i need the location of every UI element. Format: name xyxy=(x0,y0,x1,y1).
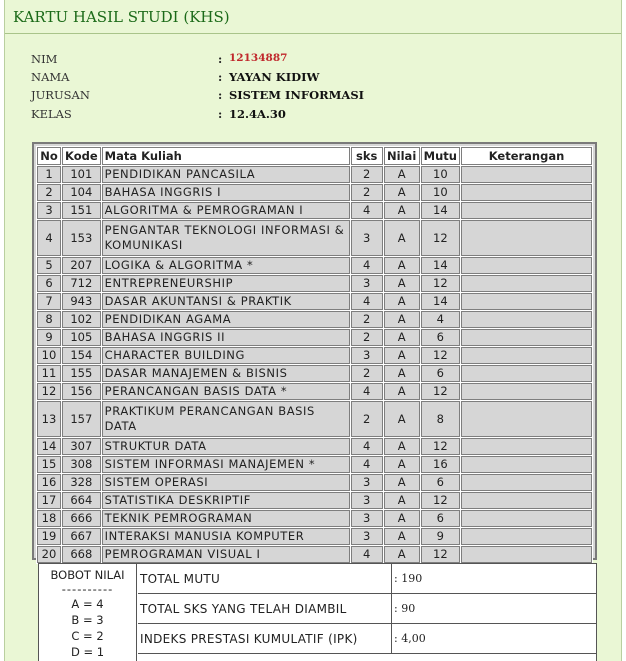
cell-mutu: 12 xyxy=(421,347,460,364)
table-row xyxy=(37,492,592,509)
cell-nilai: A xyxy=(384,257,420,274)
cell-mata-kuliah: PRAKTIKUM PERANCANGAN BASIS DATA xyxy=(102,401,350,437)
nim-value: 12134887 xyxy=(229,52,288,64)
table-row xyxy=(37,311,592,328)
cell-sks: 2 xyxy=(351,365,383,382)
cell-nilai: A xyxy=(384,365,420,382)
cell-nilai: A xyxy=(384,166,420,183)
cell-keterangan xyxy=(461,528,592,545)
cell-keterangan xyxy=(461,365,592,382)
bobot-c: C = 2 xyxy=(71,629,104,643)
cell-keterangan xyxy=(461,311,592,328)
cell-nilai: A xyxy=(384,474,420,491)
total-mutu-value: : 190 xyxy=(394,572,423,585)
cell-kode: 307 xyxy=(62,438,101,455)
cell-mata-kuliah: TEKNIK PEMROGRAMAN xyxy=(102,510,350,527)
cell-keterangan xyxy=(461,401,592,437)
cell-mutu: 12 xyxy=(421,546,460,563)
cell-mutu: 14 xyxy=(421,202,460,219)
cell-mata-kuliah: BAHASA INGGRIS I xyxy=(102,184,350,201)
cell-nilai: A xyxy=(384,202,420,219)
nim-label: NIM xyxy=(31,52,58,66)
cell-kode: 943 xyxy=(62,293,101,310)
header-kode: Kode xyxy=(62,147,101,165)
cell-mutu: 4 xyxy=(421,311,460,328)
cell-mutu: 12 xyxy=(421,275,460,292)
cell-nilai: A xyxy=(384,329,420,346)
cell-mutu: 6 xyxy=(421,365,460,382)
cell-kode: 668 xyxy=(62,546,101,563)
bobot-a: A = 4 xyxy=(71,597,104,611)
header-keterangan: Keterangan xyxy=(461,147,592,165)
cell-sks: 3 xyxy=(351,275,383,292)
cell-no: 3 xyxy=(37,202,61,219)
cell-mata-kuliah: SISTEM OPERASI xyxy=(102,474,350,491)
cell-mata-kuliah: DASAR MANAJEMEN & BISNIS xyxy=(102,365,350,382)
cell-mata-kuliah: ALGORITMA & PEMROGRAMAN I xyxy=(102,202,350,219)
cell-mata-kuliah: DASAR AKUNTANSI & PRAKTIK xyxy=(102,293,350,310)
cell-mutu: 12 xyxy=(421,220,460,256)
cell-sks: 3 xyxy=(351,528,383,545)
summary-box xyxy=(38,563,597,661)
cell-kode: 712 xyxy=(62,275,101,292)
title-divider xyxy=(5,33,621,34)
cell-mutu: 10 xyxy=(421,184,460,201)
cell-keterangan xyxy=(461,492,592,509)
cell-mutu: 6 xyxy=(421,329,460,346)
page-title: KARTU HASIL STUDI (KHS) xyxy=(13,8,230,26)
cell-no: 18 xyxy=(37,510,61,527)
cell-kode: 155 xyxy=(62,365,101,382)
cell-keterangan xyxy=(461,329,592,346)
cell-sks: 2 xyxy=(351,401,383,437)
table-row xyxy=(37,347,592,364)
header-nilai: Nilai xyxy=(384,147,420,165)
cell-nilai: A xyxy=(384,492,420,509)
table-row xyxy=(37,383,592,400)
cell-nilai: A xyxy=(384,275,420,292)
cell-kode: 667 xyxy=(62,528,101,545)
cell-mata-kuliah: INTERAKSI MANUSIA KOMPUTER xyxy=(102,528,350,545)
table-row xyxy=(37,401,592,437)
table-row xyxy=(37,329,592,346)
cell-kode: 664 xyxy=(62,492,101,509)
nama-colon: : xyxy=(218,70,223,84)
cell-sks: 2 xyxy=(351,166,383,183)
cell-mata-kuliah: LOGIKA & ALGORITMA * xyxy=(102,257,350,274)
cell-mata-kuliah: SISTEM INFORMASI MANAJEMEN * xyxy=(102,456,350,473)
nama-label: NAMA xyxy=(31,70,70,84)
cell-mutu: 14 xyxy=(421,293,460,310)
cell-sks: 4 xyxy=(351,438,383,455)
header-mata-kuliah: Mata Kuliah xyxy=(102,147,350,165)
cell-sks: 3 xyxy=(351,347,383,364)
table-row xyxy=(37,257,592,274)
table-header-row xyxy=(37,147,592,165)
table-row xyxy=(37,438,592,455)
cell-sks: 3 xyxy=(351,220,383,256)
cell-sks: 4 xyxy=(351,257,383,274)
cell-kode: 104 xyxy=(62,184,101,201)
cell-no: 17 xyxy=(37,492,61,509)
cell-sks: 3 xyxy=(351,510,383,527)
cell-mata-kuliah: ENTREPRENEURSHIP xyxy=(102,275,350,292)
table-row xyxy=(37,365,592,382)
cell-kode: 328 xyxy=(62,474,101,491)
table-row xyxy=(37,166,592,183)
cell-mutu: 14 xyxy=(421,257,460,274)
cell-mata-kuliah: CHARACTER BUILDING xyxy=(102,347,350,364)
cell-kode: 154 xyxy=(62,347,101,364)
cell-nilai: A xyxy=(384,347,420,364)
cell-nilai: A xyxy=(384,510,420,527)
cell-sks: 2 xyxy=(351,311,383,328)
kelas-value: 12.4A.30 xyxy=(229,107,286,121)
jurusan-label: JURUSAN xyxy=(31,88,90,102)
table-row xyxy=(37,275,592,292)
jurusan-colon: : xyxy=(218,88,223,102)
grades-table-frame xyxy=(32,142,597,560)
kelas-label: KELAS xyxy=(31,107,72,121)
cell-nilai: A xyxy=(384,438,420,455)
cell-no: 16 xyxy=(37,474,61,491)
grades-table xyxy=(36,146,593,564)
jurusan-value: SISTEM INFORMASI xyxy=(229,88,365,102)
cell-kode: 157 xyxy=(62,401,101,437)
cell-kode: 105 xyxy=(62,329,101,346)
ipk-label: INDEKS PRESTASI KUMULATIF (IPK) xyxy=(138,624,392,653)
cell-sks: 4 xyxy=(351,293,383,310)
header-no: No xyxy=(37,147,61,165)
cell-nilai: A xyxy=(384,293,420,310)
bobot-d: D = 1 xyxy=(70,645,105,659)
cell-kode: 207 xyxy=(62,257,101,274)
cell-kode: 101 xyxy=(62,166,101,183)
cell-nilai: A xyxy=(384,528,420,545)
cell-keterangan xyxy=(461,220,592,256)
cell-kode: 102 xyxy=(62,311,101,328)
cell-no: 4 xyxy=(37,220,61,256)
ipk-value: : 4,00 xyxy=(394,632,426,645)
cell-keterangan xyxy=(461,347,592,364)
kelas-colon: : xyxy=(218,107,223,121)
cell-nilai: A xyxy=(384,383,420,400)
cell-nilai: A xyxy=(384,311,420,328)
table-row xyxy=(37,456,592,473)
cell-sks: 3 xyxy=(351,492,383,509)
table-row xyxy=(37,510,592,527)
cell-mutu: 10 xyxy=(421,166,460,183)
cell-kode: 308 xyxy=(62,456,101,473)
table-row xyxy=(37,202,592,219)
cell-nilai: A xyxy=(384,546,420,563)
cell-keterangan xyxy=(461,456,592,473)
table-row xyxy=(37,474,592,491)
cell-keterangan xyxy=(461,510,592,527)
total-sks-label: TOTAL SKS YANG TELAH DIAMBIL xyxy=(138,594,392,623)
bobot-b: B = 3 xyxy=(71,613,104,627)
table-row xyxy=(37,293,592,310)
total-sks-value: : 90 xyxy=(394,602,416,615)
cell-mutu: 9 xyxy=(421,528,460,545)
total-mutu-label: TOTAL MUTU xyxy=(138,564,392,593)
cell-kode: 666 xyxy=(62,510,101,527)
cell-keterangan xyxy=(461,202,592,219)
cell-no: 2 xyxy=(37,184,61,201)
cell-nilai: A xyxy=(384,401,420,437)
grades-body xyxy=(37,166,592,563)
cell-mata-kuliah: STATISTIKA DESKRIPTIF xyxy=(102,492,350,509)
cell-keterangan xyxy=(461,184,592,201)
cell-keterangan xyxy=(461,257,592,274)
cell-sks: 4 xyxy=(351,383,383,400)
cell-mutu: 12 xyxy=(421,438,460,455)
cell-mutu: 8 xyxy=(421,401,460,437)
cell-mata-kuliah: PENDIDIKAN PANCASILA xyxy=(102,166,350,183)
cell-mata-kuliah: PENGANTAR TEKNOLOGI INFORMASI & KOMUNIKASI xyxy=(102,220,350,256)
cell-keterangan xyxy=(461,474,592,491)
cell-mutu: 16 xyxy=(421,456,460,473)
cell-mutu: 12 xyxy=(421,492,460,509)
cell-mutu: 6 xyxy=(421,474,460,491)
khs-panel xyxy=(4,0,622,661)
header-mutu: Mutu xyxy=(421,147,460,165)
cell-keterangan xyxy=(461,293,592,310)
cell-kode: 153 xyxy=(62,220,101,256)
cell-no: 6 xyxy=(37,275,61,292)
cell-no: 8 xyxy=(37,311,61,328)
cell-no: 11 xyxy=(37,365,61,382)
cell-nilai: A xyxy=(384,184,420,201)
cell-nilai: A xyxy=(384,456,420,473)
cell-no: 12 xyxy=(37,383,61,400)
cell-no: 20 xyxy=(37,546,61,563)
cell-keterangan xyxy=(461,275,592,292)
cell-kode: 156 xyxy=(62,383,101,400)
cell-sks: 4 xyxy=(351,546,383,563)
cell-mata-kuliah: PENDIDIKAN AGAMA xyxy=(102,311,350,328)
cell-mata-kuliah: PERANCANGAN BASIS DATA * xyxy=(102,383,350,400)
cell-no: 1 xyxy=(37,166,61,183)
cell-keterangan xyxy=(461,166,592,183)
ipk-row xyxy=(138,624,597,654)
cell-sks: 4 xyxy=(351,456,383,473)
bobot-divider: ---------- xyxy=(61,582,114,596)
cell-mutu: 12 xyxy=(421,383,460,400)
table-row xyxy=(37,220,592,256)
cell-sks: 3 xyxy=(351,474,383,491)
cell-keterangan xyxy=(461,546,592,563)
cell-kode: 151 xyxy=(62,202,101,219)
cell-sks: 4 xyxy=(351,202,383,219)
cell-no: 5 xyxy=(37,257,61,274)
nama-value: YAYAN KIDIW xyxy=(229,70,320,84)
cell-nilai: A xyxy=(384,220,420,256)
total-sks-row xyxy=(138,594,597,624)
cell-mata-kuliah: STRUKTUR DATA xyxy=(102,438,350,455)
bobot-nilai xyxy=(39,564,137,661)
cell-mata-kuliah: PEMROGRAMAN VISUAL I xyxy=(102,546,350,563)
cell-mata-kuliah: BAHASA INGGRIS II xyxy=(102,329,350,346)
cell-keterangan xyxy=(461,383,592,400)
cell-keterangan xyxy=(461,438,592,455)
cell-no: 14 xyxy=(37,438,61,455)
total-mutu-row xyxy=(138,564,597,594)
table-row xyxy=(37,184,592,201)
cell-no: 13 xyxy=(37,401,61,437)
bobot-title: BOBOT NILAI xyxy=(50,568,125,582)
header-sks: sks xyxy=(351,147,383,165)
cell-sks: 2 xyxy=(351,184,383,201)
table-row xyxy=(37,546,592,563)
cell-no: 9 xyxy=(37,329,61,346)
cell-no: 15 xyxy=(37,456,61,473)
cell-no: 7 xyxy=(37,293,61,310)
cell-no: 19 xyxy=(37,528,61,545)
nim-colon: : xyxy=(218,52,223,66)
cell-mutu: 6 xyxy=(421,510,460,527)
table-row xyxy=(37,528,592,545)
cell-no: 10 xyxy=(37,347,61,364)
cell-sks: 2 xyxy=(351,329,383,346)
